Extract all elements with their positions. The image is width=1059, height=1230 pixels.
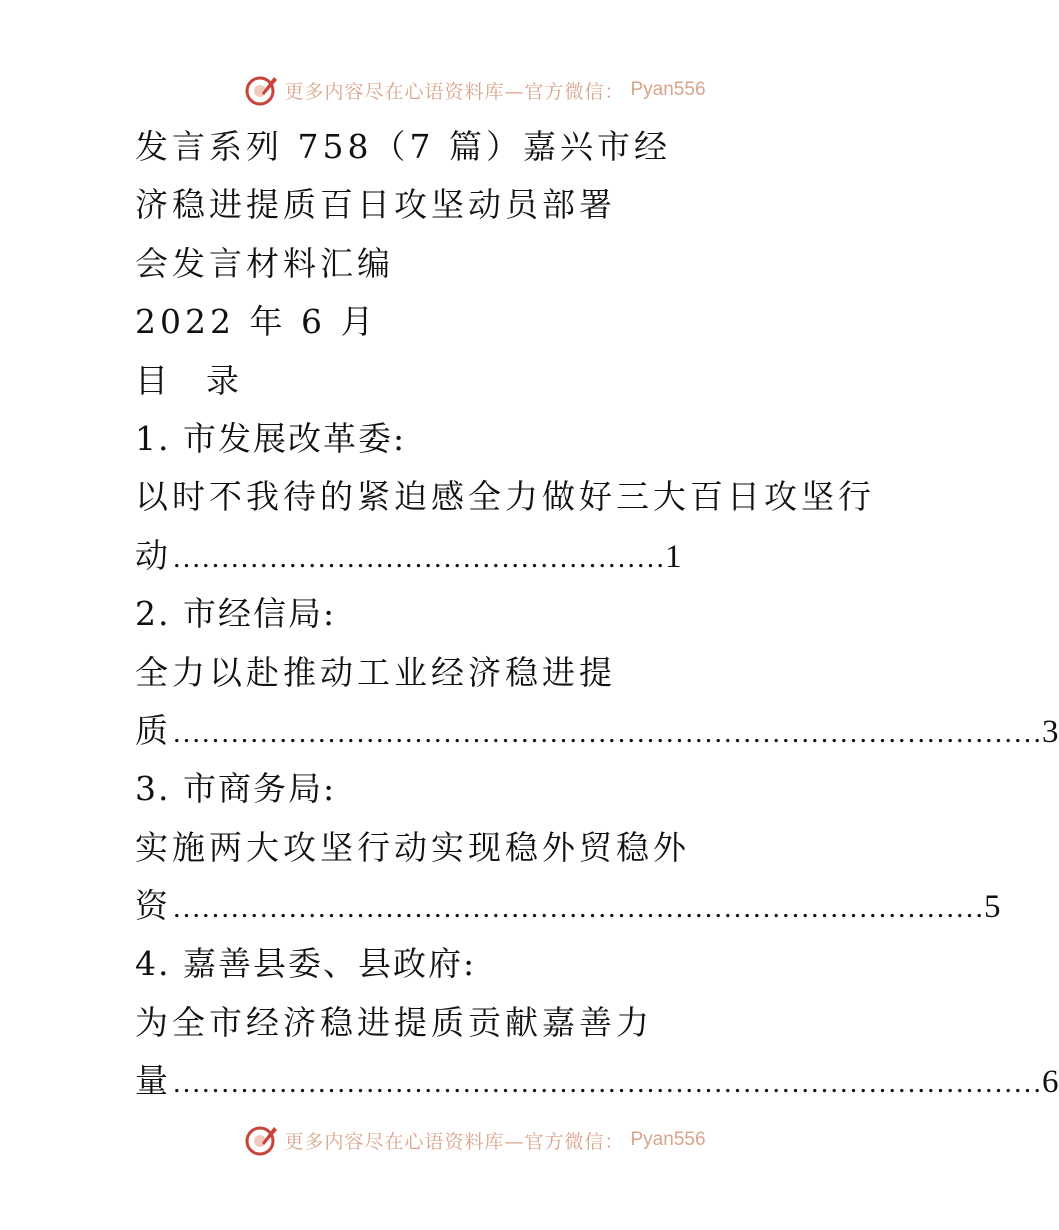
toc-entry-1-dots: …………………………………………… <box>172 541 665 574</box>
toc-entry-1-heading: 1. 市发展改革委: <box>135 418 407 458</box>
toc-heading-left: 目 <box>135 360 172 400</box>
toc-entry-4-leader <box>135 1052 1059 1110</box>
watermark-text: 更多内容尽在心语资料库—官方微信： <box>284 80 625 103</box>
toc-entry-4-dots: ……………………………………………………………………………… <box>172 1067 1042 1100</box>
toc-entry-4-heading: 4. 嘉善县委、县政府: <box>135 944 477 984</box>
toc-entry-3-leader <box>135 877 1001 935</box>
toc-entry-2-dots: ……………………………………………………………………………… <box>172 716 1042 749</box>
toc-entry-2-leader <box>135 702 1059 760</box>
toc-entry-3-title: 实施两大攻坚行动实现稳外贸稳外 <box>135 827 690 867</box>
toc-entry-2-title: 全力以赴推动工业经济稳进提 <box>135 652 616 692</box>
toc-entry-3-last-char: 资 <box>135 886 172 926</box>
document-body <box>135 118 1059 1111</box>
watermark-top <box>0 70 950 110</box>
toc-entry-2-heading: 2. 市经信局: <box>135 594 337 634</box>
title-line-2: 济稳进提质百日攻坚动员部署 <box>135 185 616 225</box>
pen-logo-icon <box>244 1123 278 1157</box>
toc-heading <box>135 352 825 410</box>
watermark-bottom <box>0 1120 950 1160</box>
title-line-1: 发言系列 758（7 篇）嘉兴市经 <box>135 127 671 166</box>
toc-heading-right: 录 <box>206 360 243 400</box>
toc-entry-3-page: 5 <box>984 889 1001 926</box>
toc-entry-1-last-char: 动 <box>135 535 172 575</box>
toc-entry-3-heading: 3. 市商务局: <box>135 769 337 809</box>
watermark-text: 更多内容尽在心语资料库—官方微信： <box>284 1130 625 1153</box>
watermark-wechat-id: Pyan556 <box>630 1129 706 1150</box>
toc-entry-1-leader <box>135 527 825 585</box>
toc-entry-4-last-char: 量 <box>135 1061 172 1101</box>
title-line-3: 会发言材料汇编 <box>135 243 394 283</box>
toc-entry-1-title: 以时不我待的紧迫感全力做好三大百日攻坚行 <box>135 477 875 517</box>
toc-entry-2-last-char: 质 <box>135 710 172 750</box>
watermark-wechat-id: Pyan556 <box>630 79 706 100</box>
pen-logo-icon <box>244 73 278 107</box>
toc-entry-4-page: 6 <box>1042 1064 1059 1101</box>
document-date: 2022 年 6 月 <box>135 302 378 342</box>
toc-entry-1-page: 1 <box>665 538 682 575</box>
toc-entry-3-dots: ………………………………………………………………………… <box>172 892 984 925</box>
toc-entry-2-page: 3 <box>1042 713 1059 750</box>
toc-entry-4-title: 为全市经济稳进提质贡献嘉善力 <box>135 1002 653 1042</box>
